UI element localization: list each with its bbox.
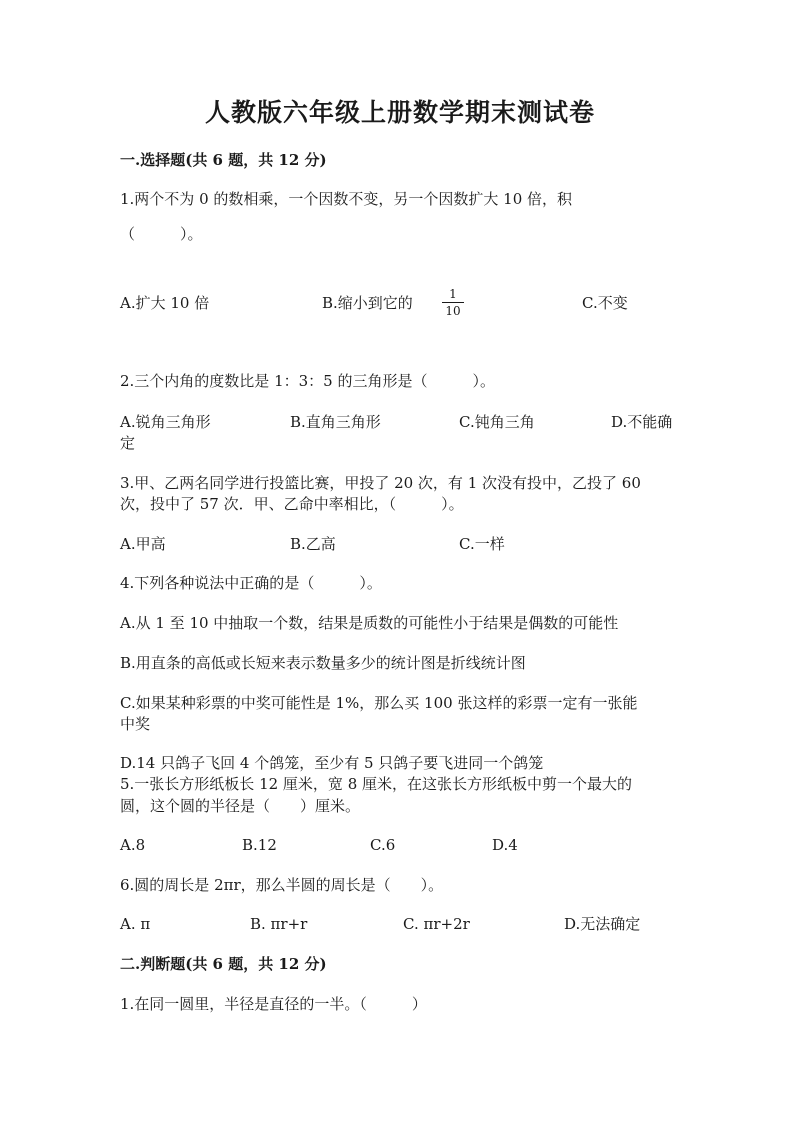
question-5-option-a: A.8 bbox=[120, 836, 146, 854]
question-6-option-c: C. πr+2r bbox=[403, 915, 470, 933]
question-5-option-d: D.4 bbox=[492, 836, 518, 854]
question-5-stem-line1: 5.一张长方形纸板长 12 厘米，宽 8 厘米，在这张长方形纸板中剪一个最大的 bbox=[120, 775, 633, 793]
question-4-option-b: B.用直条的高低或长短来表示数量多少的统计图是折线统计图 bbox=[120, 654, 526, 672]
fraction-numerator: 1 bbox=[449, 287, 457, 301]
fraction-one-tenth bbox=[442, 287, 464, 318]
question-2-option-a: A.锐角三角形 bbox=[120, 413, 211, 431]
question-3-stem-line1: 3.甲、乙两名同学进行投篮比赛，甲投了 20 次，有 1 次没有投中，乙投了 60 bbox=[120, 474, 641, 492]
question-4-option-c-line1: C.如果某种彩票的中奖可能性是 1%，那么买 100 张这样的彩票一定有一张能 bbox=[120, 694, 638, 712]
question-2-option-d-wrap: 定 bbox=[120, 434, 136, 452]
page-title: 人教版六年级上册数学期末测试卷 bbox=[204, 98, 595, 127]
question-1-option-c: C.不变 bbox=[582, 294, 628, 312]
question-4-stem: 4.下列各种说法中正确的是（ ）。 bbox=[120, 574, 382, 592]
question-1-stem-line1: 1.两个不为 0 的数相乘，一个因数不变，另一个因数扩大 10 倍，积 bbox=[120, 190, 573, 208]
question-2-option-b: B.直角三角形 bbox=[290, 413, 381, 431]
fraction-bar bbox=[442, 302, 464, 303]
question-1-stem-line2: （ ）。 bbox=[120, 225, 203, 243]
section-heading-judgement: 二.判断题(共 6 题，共 12 分) bbox=[120, 955, 327, 973]
question-6-stem: 6.圆的周长是 2πr，那么半圆的周长是（ ）。 bbox=[120, 876, 444, 894]
question-5-option-b: B.12 bbox=[242, 836, 277, 854]
question-6-option-d: D.无法确定 bbox=[564, 915, 641, 933]
question-2-option-c: C.钝角三角 bbox=[459, 413, 535, 431]
judgement-question-1-stem: 1.在同一圆里，半径是直径的一半。（ ） bbox=[120, 995, 427, 1013]
question-3-stem-line2: 次，投中了 57 次．甲、乙命中率相比，（ ）。 bbox=[120, 495, 464, 513]
question-3-option-b: B.乙高 bbox=[290, 535, 336, 553]
question-2-stem: 2.三个内角的度数比是 1：3：5 的三角形是（ ）。 bbox=[120, 372, 495, 390]
question-4-option-d: D.14 只鸽子飞回 4 个鸽笼，至少有 5 只鸽子要飞进同一个鸽笼 bbox=[120, 754, 544, 772]
question-2-option-d: D.不能确 bbox=[611, 413, 673, 431]
question-1-option-a: A.扩大 10 倍 bbox=[120, 294, 210, 312]
section-heading-choice: 一.选择题(共 6 题，共 12 分) bbox=[120, 151, 327, 169]
question-5-option-c: C.6 bbox=[370, 836, 396, 854]
question-3-option-c: C.一样 bbox=[459, 535, 505, 553]
question-4-option-c-line2: 中奖 bbox=[120, 715, 151, 733]
question-1-option-b: B.缩小到它的 bbox=[322, 294, 413, 312]
question-4-option-a: A.从 1 至 10 中抽取一个数，结果是质数的可能性小于结果是偶数的可能性 bbox=[120, 614, 619, 632]
question-6-option-a: A. π bbox=[120, 915, 151, 933]
question-3-option-a: A.甲高 bbox=[120, 535, 166, 553]
question-5-stem-line2: 圆，这个圆的半径是（ ）厘米。 bbox=[120, 797, 361, 815]
question-6-option-b: B. πr+r bbox=[250, 915, 308, 933]
fraction-denominator: 10 bbox=[445, 304, 461, 318]
